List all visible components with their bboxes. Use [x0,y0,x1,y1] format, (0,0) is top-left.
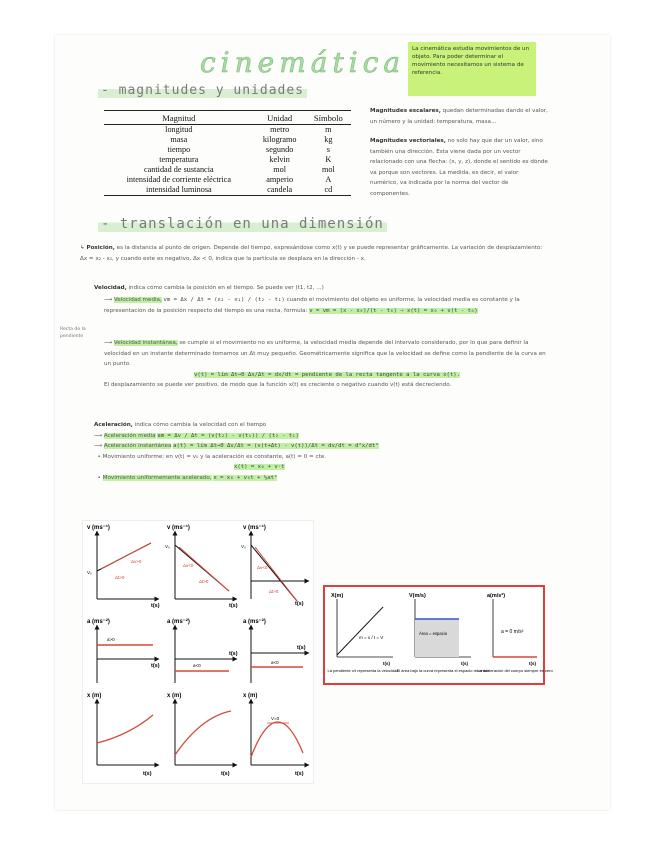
cell-simbolo: kg [324,135,333,144]
cell-simbolo: m [325,125,332,134]
vms-label: V(m/s) [409,593,426,599]
v-graph-1 [87,524,160,609]
t-label-3: t(s) [295,601,304,607]
velocidad-note: El desplazamiento se puede ver positivo, de modo que la función x(t) es creciente o negativo cuando v(t) está decreciendo. [104,382,452,388]
dt-label-1: Δt>0 [115,575,125,580]
cell-simbolo: mol [321,165,335,174]
section-translacion-heading [98,216,387,232]
velocidad-instantanea-label: Velocidad instantánea, [113,340,178,346]
cell-unidad: metro [270,125,290,134]
x-graph-3 [243,693,307,777]
cell-unidad: kelvin [269,155,290,164]
dt-label-3: Δt>0 [269,589,279,594]
table-header-magnitud: Magnitud [104,111,254,125]
t-label-5: t(s) [229,651,238,657]
t-label-4: t(s) [151,663,160,669]
escalares-note [370,106,548,127]
cell-magnitud: tiempo [167,145,191,154]
table-row [104,165,351,175]
ams-label: a(m/s²) [487,593,506,599]
velocidad-instantanea-formula: v(t) = lím Δt→0 Δx/Δt = dx/dt = pendiente de la recta tangente a la curva x(t). [193,371,461,378]
caption-1: La pendiente x/t representa la velocidad [327,668,399,673]
posicion-paragraph [80,243,550,264]
velocidad-instantanea-text: se cumple si el movimiento no es uniforme, la velocidad media depende del intervalo considerado, por lo que para definir la velocidad en un instante determinado tomamos un Δt muy pequeño. Geométricamente significa que la velocidad se define como la pendiente de la curva en un punto. [104,340,546,367]
xm-label: X(m) [331,593,344,599]
aceleracion-text: indica cómo cambia la velocidad con el tiempo [134,422,267,428]
table-header-unidad: Unidad [254,111,306,125]
section-magnitudes-label: - magnitudes y unidades [98,83,307,98]
vectoriales-label: Magnitudes vectoriales, [370,138,446,144]
section-magnitudes-heading [98,83,307,98]
t-label-6: t(s) [297,645,306,651]
escalares-label: Magnitudes escalares, [370,108,441,114]
a-axis-label-1: a (ms⁻²) [87,619,110,625]
cell-magnitud: cantidad de sustancia [144,165,214,174]
v-graph-2 [165,524,238,609]
caption-2: El área bajo la curva representa el espacio recorrido [396,668,490,673]
v-axis-label-2: v (ms⁻¹) [167,525,190,531]
mrua-formula: x = x₀ + v₀t + ½at² [213,474,278,481]
a-val-1: a>0 [107,637,115,642]
caption-3: La aceleración del cuerpo siempre es cero [477,668,553,673]
a-graph-1 [87,618,160,683]
rt-label-1: t(s) [383,661,390,666]
x-axis-label-3: x (m) [243,693,258,699]
cell-unidad: segundo [266,145,294,154]
aceleracion-instantanea-label: Aceleración instantánea [103,443,172,449]
aceleracion-label: Aceleración, [94,422,133,428]
a-axis-label-3: a (ms⁻²) [243,619,266,625]
t-label-2: t(s) [229,603,238,609]
cell-magnitud: temperatura [159,155,199,164]
table-row [104,175,351,185]
cell-simbolo: A [325,175,332,184]
table-body [104,125,351,196]
posicion-text: es la distancia al punto de origen. Depende del tiempo, expresándose como x(t) y se puede representar gráficamente. La variación de desplazamiento: Δx = x₂ - x₁, y cuando este es negativo, Δx < 0, indica que la partícula se desplaza en la dirección - x. [80,245,543,262]
velocidad-media-formula2: v = vm = (x - x₀)/(t - t₀) ⇒ x(t) = x₀ + v(t - t₀) [309,307,478,314]
mrua-label: Movimiento uniformemente acelerado, [102,474,212,481]
table-row [104,155,351,165]
intro-note: La cinemática estudia movimientos de un objeto. Para poder determinar el movimiento necesitamos un sistema de referencia. [408,42,536,96]
velocidad-instantanea-block: ⟶ Velocidad instantánea, se cumple si el movimiento no es uniforme, la velocidad media depende del intervalo considerado, por lo que para definir la velocidad en un instante determinado tomamos un Δt muy pequeño. Geométricamente significa que la velocidad se define como la pendiente de la curva en un punto. v(t) = lím Δt→0 Δx/Δt = dx/dt = pendiente de la recta tangente a la curva x(t). El desplazamiento se puede ver positivo, de modo que la función x(t) es creciente o negativo cuando v(t) está decreciendo. [104,340,546,388]
v-graph-3 [241,524,307,607]
cell-magnitud: intensidad de corriente eléctrica [126,175,231,184]
x-axis-label-2: x (m) [167,693,182,699]
a-val-3: a<0 [271,660,279,665]
aceleracion-block: Aceleración, indica cómo cambia la velocidad con el tiempo ⟶ Aceleración media am = Δv / Δt = (v(t₂) - v(t₁)) / (t₂ - t₁) ⟶ Aceleración instantánea a(t) = lím Δt→0 Δv/Δt = (v(t+Δt) - v(t))/Δt = dv/dt = d²x/dt² • Movimiento uniforme: en v(t) = v₀ y la aceleración es constante, a(t) = 0 = cte. x(t) = x₀ + v·t • Movimiento uniformemente acelerado, x = x₀ + v₀t + ½at² [94,422,379,481]
magnitudes-table [104,110,351,196]
velocidad-media-block: ⟶ Velocidad media, vm = Δx / Δt = (x₂ - x₁) / (t₂ - t₁) cuando el movimiento del objeto es uniforme, la velocidad media es constante y la representación de la posición respecto del tiempo es una recta, formula: v = vm = (x - x₀)/(t - t₀) ⇒ x(t) = x₀ + v(t - t₀) [104,297,520,314]
cell-simbolo: s [326,145,330,154]
cell-simbolo: cd [306,185,351,196]
v0-label-2: V₀ [165,544,170,549]
vectoriales-note [370,136,548,199]
aceleracion-media-label: Aceleración media [103,432,156,439]
cell-unidad: kilogramo [262,135,297,144]
aceleracion-instantanea-formula: a(t) = lím Δt→0 Δv/Δt = (v(t+Δt) - v(t))/Δt = dv/dt = d²x/dt² [173,443,379,449]
rt-label-3: t(s) [529,661,536,666]
cell-magnitud: masa [170,135,188,144]
x-axis-label-1: x (m) [87,693,102,699]
xt-formula: m = x / t = V [359,635,384,640]
escalares-text: quedan determinadas dando el valor, un número y la unidad: temperatura, masa... [370,108,548,125]
section-translacion-label: - translación en una dimensión [98,216,387,232]
cell-magnitud: intensidad luminosa [104,185,254,196]
vectoriales-text: no solo hay que dar un valor, sino también una dirección. Esta viene dada por un vector relacionado con una flecha: (x, y, z), donde el sentido es dónde va porque son vectores. La medida, es decir, el valor numérico, va indicada por la norma del vector de componentes. [370,138,548,197]
velocidad-text: indica cómo cambia la posición en el tiempo. Se puede ver (t1, t2, ...) [128,285,324,291]
table-header-simbolo: Símbolo [306,111,351,125]
mru-text: Movimiento uniforme: en v(t) = v₀ y la aceleración es constante, a(t) = 0 = cte. [102,453,326,460]
bullet-arrow-icon: ↳ [80,245,87,251]
vmax-label: V=0 [271,716,280,721]
page-title: cinemática [200,46,406,79]
kinematics-graphs [83,521,313,783]
table-row [104,145,351,155]
aceleracion-media-formula: am = Δv / Δt = (v(t₂) - v(t₁)) / (t₂ - t₁) [157,432,299,439]
a-graph-2 [167,618,238,683]
v-axis-label-1: v (ms⁻¹) [87,525,110,531]
dv-label-2: Δv<0 [183,563,194,568]
v0-label-1: V₀ [87,570,92,575]
velocidad-paragraph [94,283,534,294]
uniform-motion-graphs [325,587,553,683]
x-graph-2 [167,693,235,777]
t-label-7: t(s) [143,771,152,777]
velocidad-media-label: Velocidad media, [113,297,162,303]
mru-formula: x(t) = x₀ + v·t [234,464,285,470]
cell-unidad: candela [254,185,306,196]
t-label-1: t(s) [151,603,160,609]
a-val-2: a<0 [193,663,201,668]
velocidad-media-formula: vm = Δx / Δt = (x₂ - x₁) / (t₂ - t₁) [163,297,285,303]
velocidad-label: Velocidad, [94,285,127,291]
cell-magnitud: longitud [165,125,193,134]
margin-note: Recta de la pendiente [60,327,86,339]
posicion-label: Posición, [86,245,115,251]
x-graph-1 [87,693,157,777]
dv-label-1: Δv>0 [131,559,142,564]
area-label: Área = espacio [419,631,448,636]
cell-unidad: amperio [266,175,294,184]
v-axis-label-3: v (ms⁻¹) [243,525,266,531]
uniform-motion-graphs-panel [323,585,553,685]
a-axis-label-2: a (ms⁻²) [167,619,190,625]
a-zero-label: a = 0 m/s² [501,629,524,635]
table-row [104,125,351,136]
kinematics-graphs-panel [82,520,314,784]
velocidad-media-text: cuando el movimiento del objeto es uniforme, la velocidad media es constante y la representación de la posición respecto del tiempo es una recta, formula: [104,297,520,314]
cell-unidad: mol [273,165,287,174]
dt-label-2: Δt>0 [199,579,209,584]
v0-label-3: V₀ [241,544,246,549]
table-row [104,185,351,196]
cell-simbolo: K [325,155,332,164]
t-label-8: t(s) [221,771,230,777]
dv-label-3: Δv<0 [257,565,268,570]
a-graph-3 [243,618,307,683]
t-label-9: t(s) [295,771,304,777]
table-row [104,135,351,145]
rt-label-2: t(s) [461,661,468,666]
